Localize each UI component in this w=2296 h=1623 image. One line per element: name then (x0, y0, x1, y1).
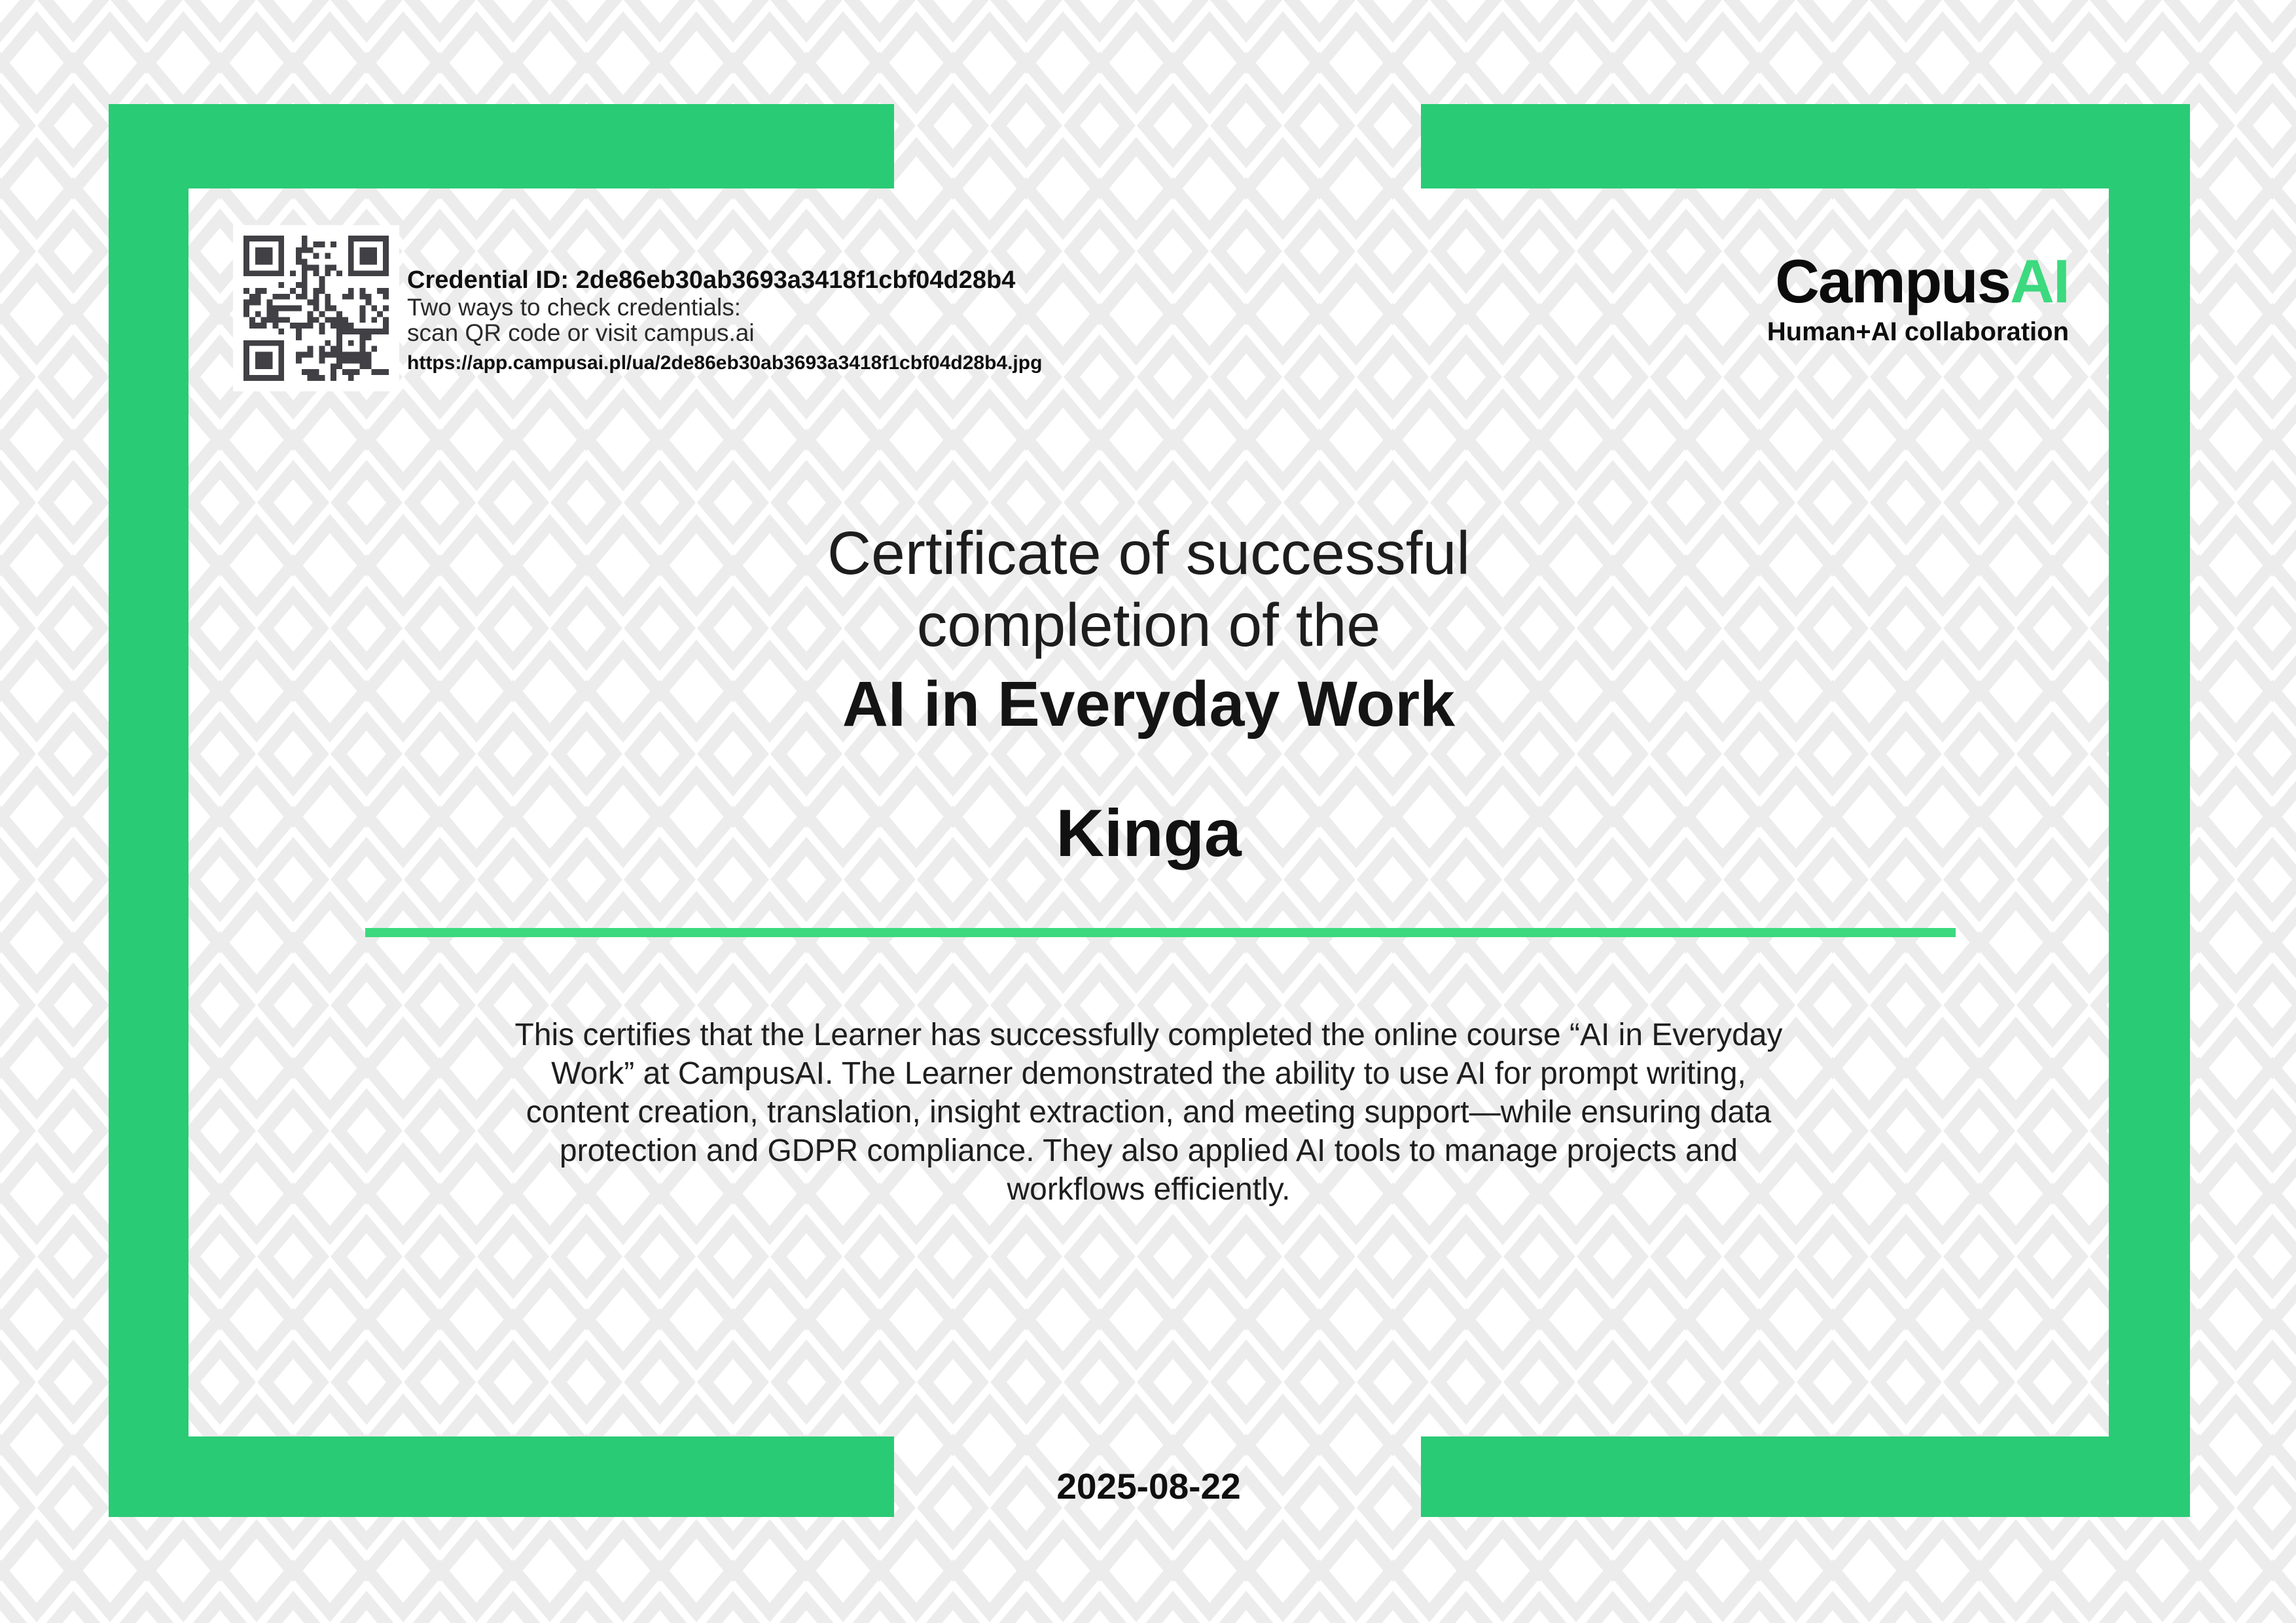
frame-left-bar (109, 104, 188, 1517)
credential-check-intro: Two ways to check credentials: (407, 294, 741, 321)
logo-wordmark (1767, 247, 2069, 315)
frame-top-right-bar (1421, 104, 2190, 188)
issue-date: 2025-08-22 (1056, 1466, 1241, 1507)
certificate-body (188, 1016, 2109, 1209)
body-line: content creation, translation, insight extraction, and meeting support—while ensuring data (526, 1095, 1772, 1130)
body-line: protection and GDPR compliance. They also applied AI tools to manage projects and (559, 1133, 1738, 1168)
body-line: This certifies that the Learner has successfully completed the online course “AI in Everyday (514, 1018, 1783, 1052)
logo-tagline: Human+AI collaboration (1767, 317, 2069, 346)
qr-panel (233, 225, 399, 391)
frame-top-left-bar (109, 104, 894, 188)
body-line: workflows efficiently. (1007, 1172, 1291, 1207)
body-line: Work” at CampusAI. The Learner demonstrated the ability to use AI for prompt writing, (551, 1056, 1746, 1091)
recipient-name: Kinga (1056, 796, 1242, 870)
certificate-title-line-2: completion of the (916, 591, 1381, 659)
course-name: AI in Everyday Work (842, 668, 1456, 740)
qr-code-icon (243, 236, 389, 381)
logo-word-black: Campus (1775, 247, 2010, 315)
logo-word-green: AI (2010, 247, 2069, 315)
campusai-logo (1767, 247, 2069, 347)
credential-verify-url: https://app.campusai.pl/ua/2de86eb30ab3693a3418f1cbf04d28b4.jpg (407, 352, 1043, 374)
credential-check-method: scan QR code or visit campus.ai (407, 319, 755, 346)
frame-right-bar (2109, 104, 2190, 1517)
credential-block (407, 266, 1042, 375)
divider-line (365, 928, 1956, 937)
credential-id: Credential ID: 2de86eb30ab3693a3418f1cbf04d28b4 (407, 266, 1016, 294)
certificate-title-line-1: Certificate of successful (827, 519, 1471, 587)
